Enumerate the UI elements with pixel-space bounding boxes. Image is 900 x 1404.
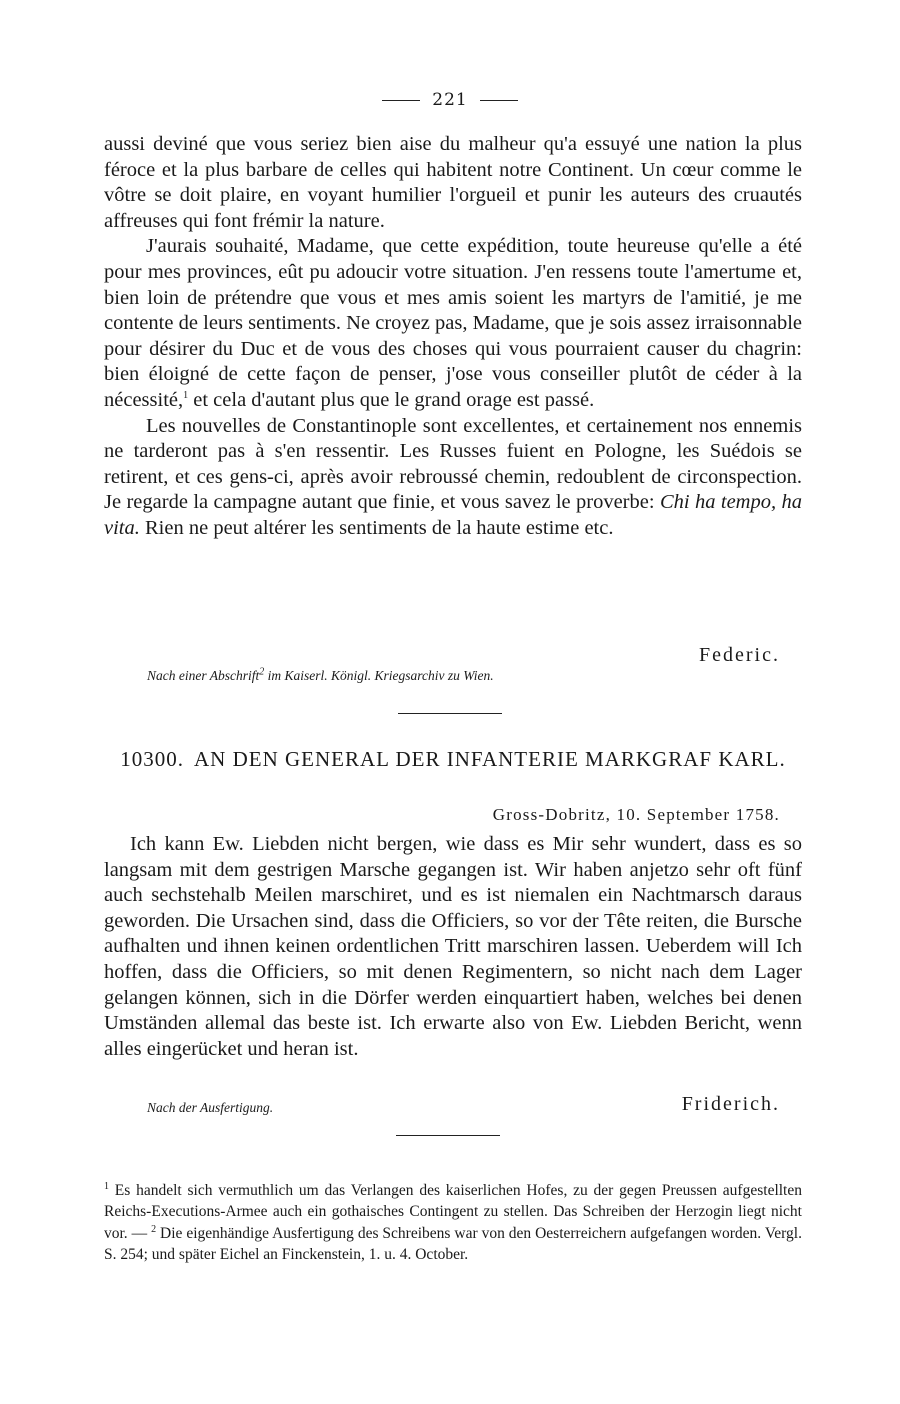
source-note-2: Nach der Ausfertigung. (147, 1100, 274, 1115)
footnote-1: Es handelt sich vermuthlich um das Verlangen des kaiserlichen Hofes, zu der gegen Preussen aufgestellten Reichs-Executions-Armee auch ein gothaisches Contingent zu stellen. Das Schreiben der Herzogin liegt nicht vor. — (104, 1182, 802, 1242)
proverb: Chi ha tempo, ha vita. (104, 491, 803, 539)
footnote-ref-1: 1 (183, 390, 189, 402)
letter2-heading (104, 746, 802, 772)
letter-number: 10300. (120, 747, 184, 771)
footnotes-text (104, 1180, 802, 1265)
letter1-paragraph-2 (104, 234, 802, 413)
letter2-dateline: Gross-Dobritz, 10. September 1758. (492, 805, 780, 824)
letter1-p2-text-b: et cela d'autant plus que le grand orage est passé. (188, 388, 595, 411)
signature-federic: Federic. (699, 644, 780, 666)
footnote-ref-2: 2 (259, 666, 265, 678)
letter-continuation (104, 132, 802, 542)
page-number (0, 90, 900, 110)
letter2-paragraph (104, 832, 802, 1062)
source-note-1-b: im Kaiserl. Königl. Kriegsarchiv zu Wien. (264, 668, 494, 683)
source-note-1 (147, 668, 494, 684)
letter1-paragraph-1: aussi deviné que vous seriez bien aise du malheur qu'a essuyé une nation la plus féroce et la plus barbare de celles qui habitent notre Continent. Un cœur comme le vôtre se doit plaire, en voyant humilier l'orgueil et punir les auteurs des cruautés affreuses qui font frémir la nature. (104, 133, 802, 232)
letter2-body-text: Ich kann Ew. Liebden nicht bergen, wie dass es Mir sehr wundert, dass es so langsam mit dem gestrigen Marsche gegangen ist. Wir haben anjetzo sehr oft fünf auch sechstehalb Meilen marschiret, und es ist niemalen ein Nachtmarsch daraus geworden. Die Ursachen sind, dass die Officiers, so vor der Tête reiten, die Bursche aufhalten und ihnen keinen ordentlichen Tritt marschiren lassen. Ueberdem will Ich hoffen, dass die Officiers, so mit denen Regimentern, so nicht nach dem Lager gelangen können, sich in die Dörfer werden einquartiert haben, welches bei denen Umständen allemal das beste ist. Ich erwarte also von Ew. Liebden Bericht, wenn alles eingerücket und heran ist. (104, 833, 802, 1060)
footnote-mark-1: 1 (104, 1180, 109, 1192)
letter2-body (104, 832, 802, 1062)
page-number-dash-left (382, 100, 420, 101)
letter1-p3-text-b: Rien ne peut altérer les sentiments de la haute estime etc. (139, 516, 614, 539)
page-number-text: 221 (432, 90, 468, 110)
letter1-p3-text-a: Les nouvelles de Constantinople sont excellentes, et certainement nos ennemis ne tarderont pas à s'en ressentir. Les Russes fuient en Pologne, les Suédois se retirent, et ces gens-ci, après avoir rebroussé chemin, redoublent de circonspection. Je regarde la campagne autant que finie, et vous savez le proverbe: (104, 414, 802, 514)
letter2-title: AN DEN GENERAL DER INFANTERIE MARKGRAF KARL. (194, 747, 786, 771)
letter1-paragraph-3 (104, 414, 802, 542)
source-note-1-a: Nach einer Abschrift (147, 668, 260, 683)
footnote-2: Die eigenhändige Ausfertigung des Schreibens war von den Oesterreichern aufgefangen worden. Vergl. S. 254; und später Eichel an Finckenstein, 1. u. 4. October. (104, 1224, 802, 1263)
page-number-dash-right (480, 100, 518, 101)
footnote-mark-2: 2 (151, 1223, 157, 1235)
signature-friderich: Friderich. (681, 1093, 780, 1115)
section-divider-1 (398, 713, 502, 714)
letter1-p2-text-a: J'aurais souhaité, Madame, que cette expédition, toute heureuse qu'elle a été pour mes provinces, eût pu adoucir votre situation. J'en ressens toute l'amertume et, bien loin de prétendre que vous et mes amis soient les martyrs de l'amitié, je me contente de leurs sentiments. Ne croyez pas, Madame, que je sois assez irraisonnable pour désirer du Duc et de vous des choses qui vous pourraient causer du chagrin: bien éloigné de cette façon de penser, j'ose vous conseiller plutôt de céder à la nécessité, (104, 235, 802, 411)
footnotes (104, 1180, 802, 1265)
section-divider-2 (396, 1135, 500, 1136)
